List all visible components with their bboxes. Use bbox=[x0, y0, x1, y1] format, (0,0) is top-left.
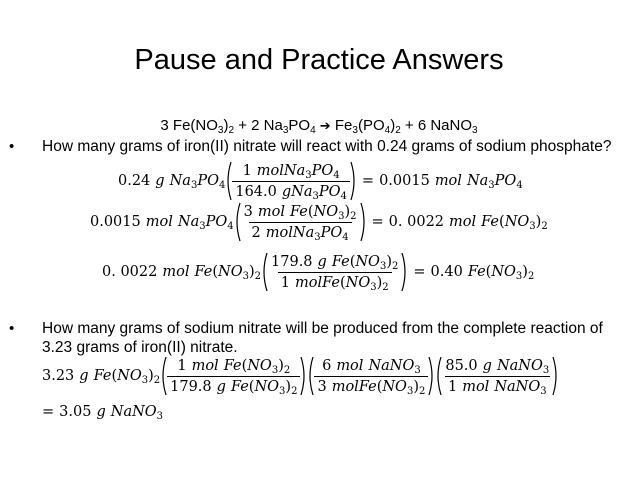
balanced-equation: 3 $Fe(NO_3)_2 + 2$ $Na_3PO_4$ ➔ $Fe_3(PO_4)_2 + 6$ NaNO$_3$ bbox=[160, 117, 478, 136]
calc3-result: 0.40 $Fe(NO_3)_2$ bbox=[430, 264, 535, 282]
calc1-fraction: $\frac{1 molNa_3PO_4}{164.0 gNa_3PO_4}$ bbox=[225, 161, 357, 201]
calc4-fraction-3: $\frac{85.0 g NaNO_3}{1 mol NaNO_3}$ bbox=[435, 356, 559, 396]
calc-row-1: 0.24 g $Na_3PO_4$ $\frac{1 molNa_3PO_4}{164.0 gNa_3PO_4}$ = 0.0015 mol $Na_3PO_4$ bbox=[118, 162, 523, 202]
question-2-line-2: 3.23 grams of iron(II) nitrate. bbox=[42, 339, 238, 356]
calc2-start: 0.0015 mol $Na_3PO_4$ bbox=[90, 214, 234, 232]
calc-row-3: 0. 0022 mol $Fe(NO_3)_2$ $\frac{179.8 g Fe(NO_3)_2}{1 molFe(NO_3)_2}$ = 0.40 $Fe(NO_3)_2$ bbox=[102, 253, 535, 293]
calc1-start: 0.24 g $Na_3PO_4$ bbox=[118, 173, 226, 191]
calc2-result: 0. 0022 mol $Fe(NO_3)_2$ bbox=[388, 214, 548, 232]
calc4-fraction-1: $\frac{1 mol Fe(NO_3)_2}{179.8 g Fe(NO_3)_2}$ bbox=[160, 356, 307, 396]
slide-title: Pause and Practice Answers bbox=[134, 44, 504, 76]
calc4-fraction-2: $\frac{6 mol NaNO_3}{3 molFe(NO_3)_2}$ bbox=[307, 356, 435, 396]
calc1-result: 0.0015 mol $Na_3PO_4$ bbox=[379, 173, 523, 191]
question-2-line-1: How many grams of sodium nitrate will be produced from the complete reaction of bbox=[42, 320, 603, 337]
calc-row-2: 0.0015 mol $Na_3PO_4$ $\frac{3 mol Fe(NO_3)_2}{2 molNa_3PO_4}$ = 0. 0022 mol $Fe(NO_3)_2$ bbox=[90, 203, 548, 243]
bullet-1: • bbox=[9, 138, 15, 155]
calc3-start: 0. 0022 mol $Fe(NO_3)_2$ bbox=[102, 264, 262, 282]
calc-row-4 bbox=[42, 356, 559, 396]
question-1: How many grams of iron(II) nitrate will react with 0.24 grams of sodium phosphate? bbox=[42, 138, 612, 155]
calc2-fraction: $\frac{3 mol Fe(NO_3)_2}{2 molNa_3PO_4}$ bbox=[234, 202, 367, 242]
calc4-result: = 3.05 g NaNO$_3$ bbox=[42, 404, 164, 422]
arrow-icon: ➔ bbox=[319, 119, 331, 134]
calc3-fraction: $\frac{179.8 g Fe(NO_3)_2}{1 molFe(NO_3)_2}$ bbox=[261, 252, 408, 292]
calc4-start: 3.23 g $Fe(NO_3)_2$ bbox=[42, 368, 161, 386]
bullet-2: • bbox=[9, 320, 15, 337]
